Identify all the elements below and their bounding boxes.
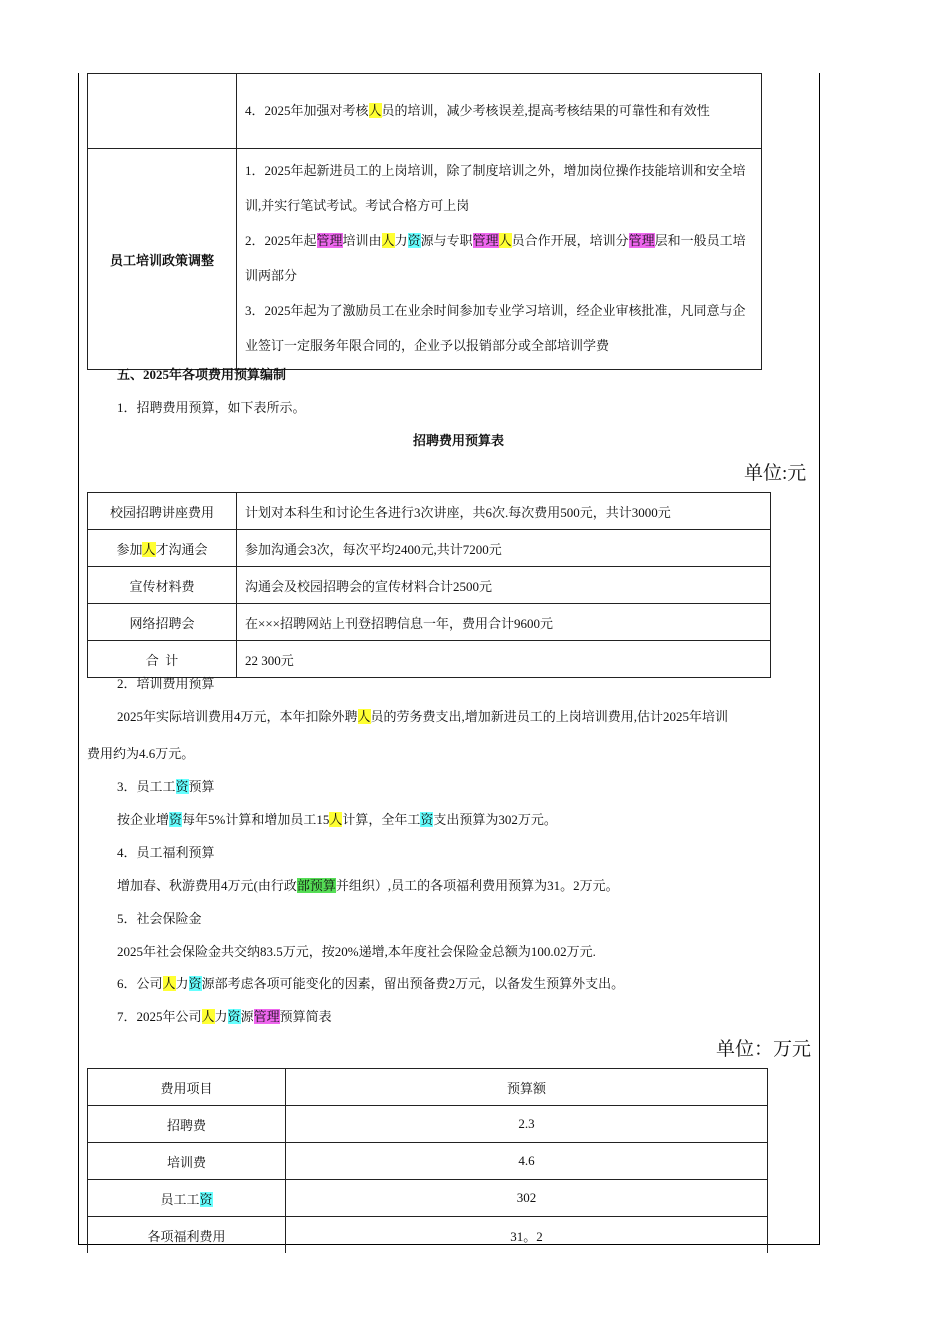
- recruit-item: 宣传材料费: [88, 567, 237, 604]
- training-text-line1: 2025年实际培训费用4万元，本年扣除外聘人员的劳务费支出,增加新进员工的上岗培训费用,估计2025年培训: [117, 709, 729, 724]
- summary-item: 招聘费: [88, 1106, 286, 1143]
- policy-training-item-1: 1．2025年起新进员工的上岗培训，除了制度培训之外，增加岗位操作技能培训和安全培训,并实行笔试考试。考试合格方可上岗: [245, 163, 746, 213]
- summary-header-item: 费用项目: [88, 1069, 286, 1106]
- policy-label-empty: [88, 74, 237, 149]
- recruit-row: [88, 493, 771, 530]
- recruit-detail: 沟通会及校园招聘会的宣传材料合计2500元: [237, 567, 771, 604]
- training-heading: 2．培训费用预算: [117, 676, 215, 691]
- recruit-row-total: [88, 641, 771, 678]
- summary-heading: 7．2025年公司人力资源管理预算简表: [117, 1009, 332, 1024]
- insurance-text: 2025年社会保险金共交纳83.5万元，按20%递增,本年度社会保险金总额为100.02万元.: [117, 944, 596, 959]
- summary-header-amount: 预算额: [286, 1069, 768, 1106]
- policy-row-2: [88, 149, 762, 370]
- recruit-item: 网络招聘会: [88, 604, 237, 641]
- recruit-total-value: 22 300元: [237, 641, 771, 678]
- summary-amount: 31。2: [286, 1217, 768, 1254]
- recruit-intro: 1．招聘费用预算，如下表所示。: [117, 400, 306, 415]
- recruit-unit: 单位:元: [744, 463, 807, 484]
- salary-heading: 3．员工工资预算: [117, 779, 215, 794]
- summary-amount: 2.3: [286, 1106, 768, 1143]
- recruit-detail: 参加沟通会3次，每次平均2400元,共计7200元: [237, 530, 771, 567]
- summary-header-row: [88, 1069, 768, 1106]
- recruit-detail: 计划对本科生和讨论生各进行3次讲座，共6次.每次费用500元，共计3000元: [237, 493, 771, 530]
- recruit-row: [88, 567, 771, 604]
- policy-label-training: 员工培训政策调整: [88, 149, 237, 370]
- summary-row: [88, 1143, 768, 1180]
- summary-row: [88, 1180, 768, 1217]
- reserve-text: 6．公司人力资源部考虑各项可能变化的因素，留出预备费2万元，以备发生预算外支出。: [117, 976, 625, 991]
- recruit-total-label: 合 计: [88, 641, 237, 678]
- summary-row: [88, 1217, 768, 1254]
- welfare-heading: 4．员工福利预算: [117, 845, 215, 860]
- summary-unit: 单位：万元: [716, 1039, 812, 1060]
- summary-amount: 4.6: [286, 1143, 768, 1180]
- summary-amount: 302: [286, 1180, 768, 1217]
- summary-table: [87, 1068, 768, 1253]
- summary-item: 各项福利费用: [88, 1217, 286, 1254]
- recruit-table-title: 招聘费用预算表: [413, 433, 505, 448]
- policy-item-4: 4．2025年加强对考核人员的培训，减少考核误差,提高考核结果的可靠性和有效性: [245, 102, 710, 118]
- summary-item: 培训费: [88, 1143, 286, 1180]
- training-text-line2: 费用约为4.6万元。: [87, 746, 195, 761]
- policy-content-2: [237, 149, 762, 370]
- recruit-row: [88, 530, 771, 567]
- salary-text: 按企业增资每年5%计算和增加员工15人计算，全年工资支出预算为302万元。: [117, 812, 557, 827]
- summary-item: 员工工资: [88, 1180, 286, 1217]
- policy-training-item-2: 2．2025年起管理培训由人力资源与专职管理人员合作开展，培训分管理层和一般员工培训两部分: [245, 233, 746, 283]
- policy-training-item-3: 3．2025年起为了激励员工在业余时间参加专业学习培训，经企业审核批准，凡同意与企业签订一定服务年限合同的，企业予以报销部分或全部培训学费: [245, 303, 746, 353]
- recruit-table: [87, 492, 771, 678]
- recruit-detail: 在×××招聘网站上刊登招聘信息一年，费用合计9600元: [237, 604, 771, 641]
- recruit-item: 参加人才沟通会: [88, 530, 237, 567]
- section-heading: 五、2025年各项费用预算编制: [117, 367, 287, 382]
- policy-table: [87, 73, 762, 370]
- recruit-item: 校园招聘讲座费用: [88, 493, 237, 530]
- welfare-text: 增加春、秋游费用4万元(由行政部预算并组织）,员工的各项福利费用预算为31。2万元。: [117, 878, 619, 893]
- summary-row: [88, 1106, 768, 1143]
- recruit-row: [88, 604, 771, 641]
- policy-row-1: [88, 74, 762, 149]
- policy-content-1: [237, 74, 762, 149]
- insurance-heading: 5．社会保险金: [117, 911, 202, 926]
